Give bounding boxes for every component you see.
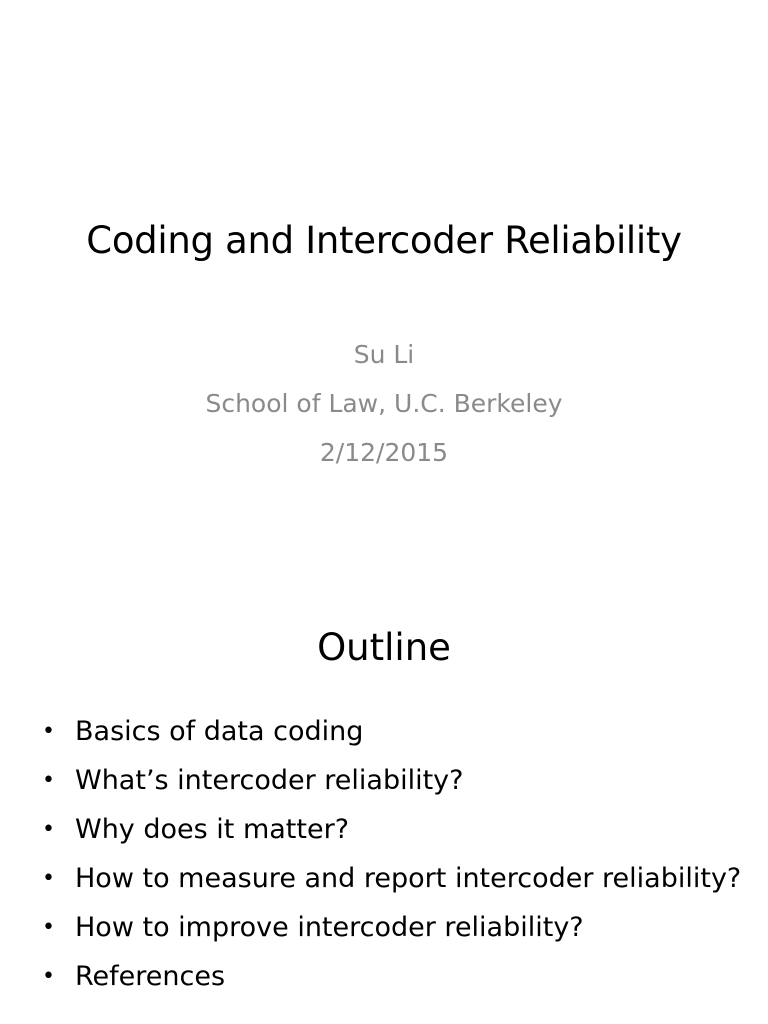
list-item-text: References [75,961,226,992]
list-item [42,859,742,898]
list-item [42,908,742,947]
author-name: Su Li [353,340,415,369]
outline-list [42,712,742,1006]
slide-subtitle [0,330,768,477]
outline-slide [0,576,768,1024]
list-item [42,810,742,849]
bullet-icon: • [42,964,55,989]
bullet-icon: • [42,817,55,842]
list-item [42,712,742,751]
list-item [42,957,742,996]
bullet-icon: • [42,768,55,793]
bullet-icon: • [42,866,55,891]
list-item-text: How to improve intercoder reliability? [75,912,584,943]
slide-title: Coding and Intercoder Reliability [86,219,682,262]
slide-title: Outline [317,626,451,669]
bullet-icon: • [42,719,55,744]
list-item-text: Why does it matter? [75,814,350,845]
list-item-text: Basics of data coding [75,716,364,747]
list-item [42,761,742,800]
presentation-date: 2/12/2015 [319,438,449,467]
list-item-text: How to measure and report intercoder reliability? [75,863,742,894]
author-affiliation: School of Law, U.C. Berkeley [205,389,563,418]
bullet-icon: • [42,915,55,940]
list-item-text: What’s intercoder reliability? [75,765,464,796]
